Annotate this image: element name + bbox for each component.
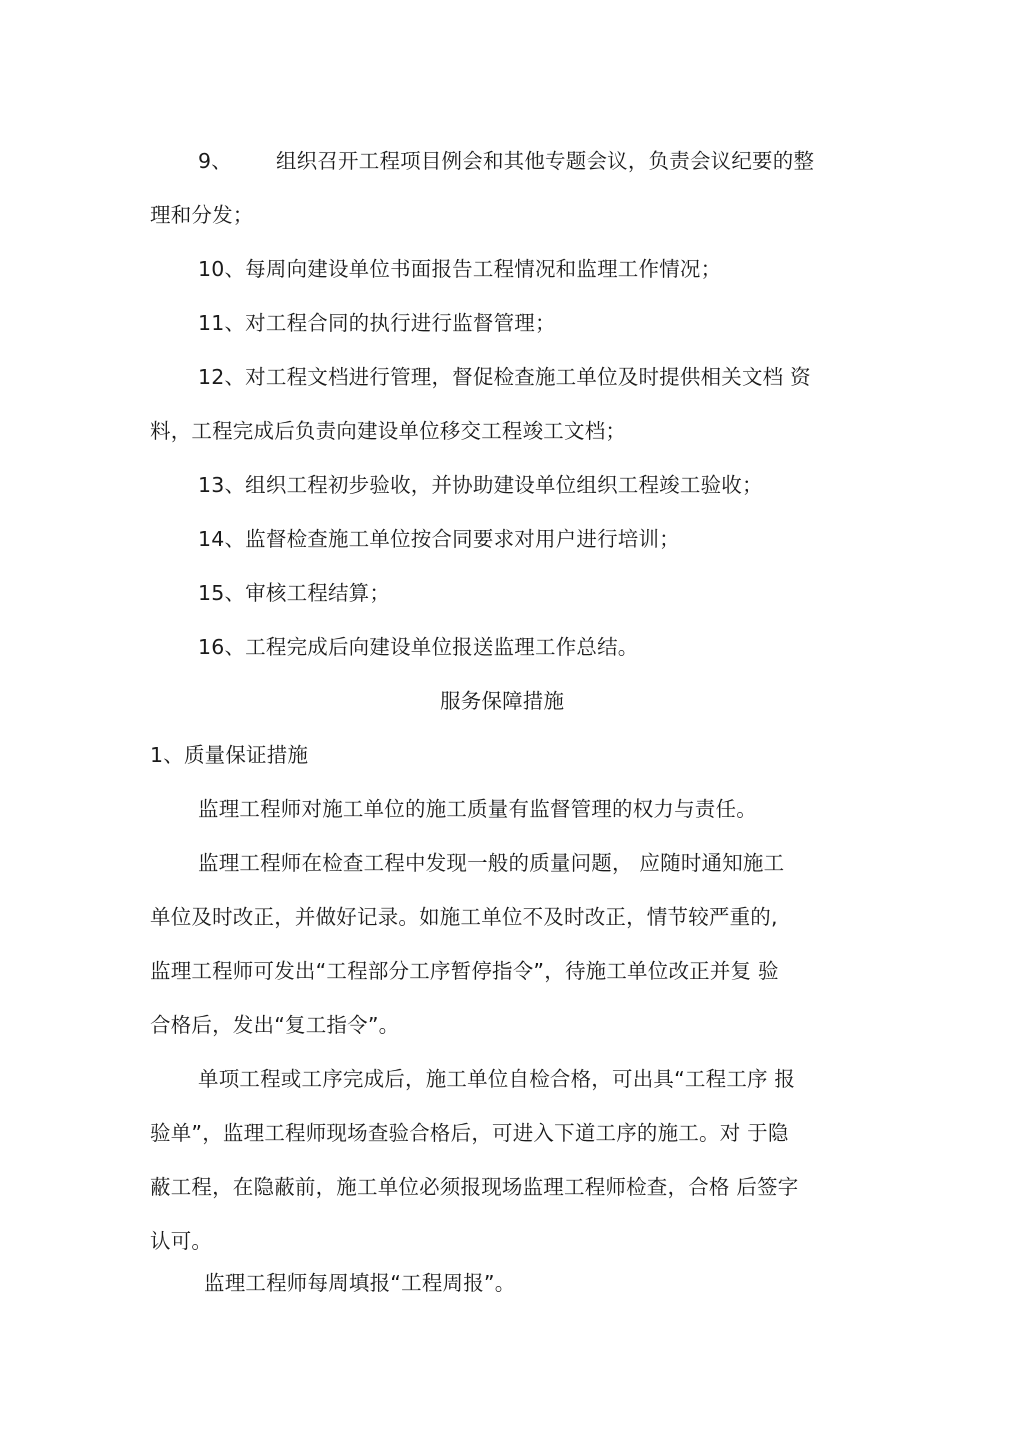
text-line: 11、对工程合同的执行进行监督管理；	[198, 311, 556, 335]
item-number: 9、	[198, 149, 232, 173]
section-heading: 服务保障措施	[440, 689, 565, 713]
text-line: 监理工程师在检查工程中发现一般的质量问题， 应随时通知施工	[198, 851, 785, 875]
text-line: 13、组织工程初步验收，并协助建设单位组织工程竣工验收；	[198, 473, 763, 497]
text-line: 监理工程师可发出“工程部分工序暂停指令”，待施工单位改正并复 验	[150, 959, 779, 983]
text-line: 单项工程或工序完成后，施工单位自检合格，可出具“工程工序 报	[198, 1067, 796, 1091]
text-line: 监理工程师对施工单位的施工质量有监督管理的权力与责任。	[198, 797, 757, 821]
text-line: 料，工程完成后负责向建设单位移交工程竣工文档；	[150, 419, 627, 443]
text-line: 验单”，监理工程师现场查验合格后，可进入下道工序的施工。对 于隐	[150, 1121, 789, 1145]
text-line: 监理工程师每周填报“工程周报”。	[204, 1271, 516, 1295]
text-line: 蔽工程，在隐蔽前，施工单位必须报现场监理工程师检查，合格 后签字	[150, 1175, 799, 1199]
text-line: 15、审核工程结算；	[198, 581, 391, 605]
text-line: 12、对工程文档进行管理，督促检查施工单位及时提供相关文档 资	[198, 365, 811, 389]
text-line: 理和分发；	[150, 203, 254, 227]
text-line: 14、监督检查施工单位按合同要求对用户进行培训；	[198, 527, 680, 551]
text-line: 单位及时改正，并做好记录。如施工单位不及时改正，情节较严重的,	[150, 905, 778, 929]
item-text: 组织召开工程项目例会和其他专题会议，负责会议纪要的整	[275, 149, 815, 173]
subsection-heading: 1、质量保证措施	[150, 743, 309, 767]
text-line: 10、每周向建设单位书面报告工程情况和监理工作情况；	[198, 257, 722, 281]
text-line	[198, 151, 814, 172]
text-line: 16、工程完成后向建设单位报送监理工作总结。	[198, 635, 639, 659]
text-line: 认可。	[150, 1229, 213, 1253]
text-line: 合格后，发出“复工指令”。	[150, 1013, 400, 1037]
